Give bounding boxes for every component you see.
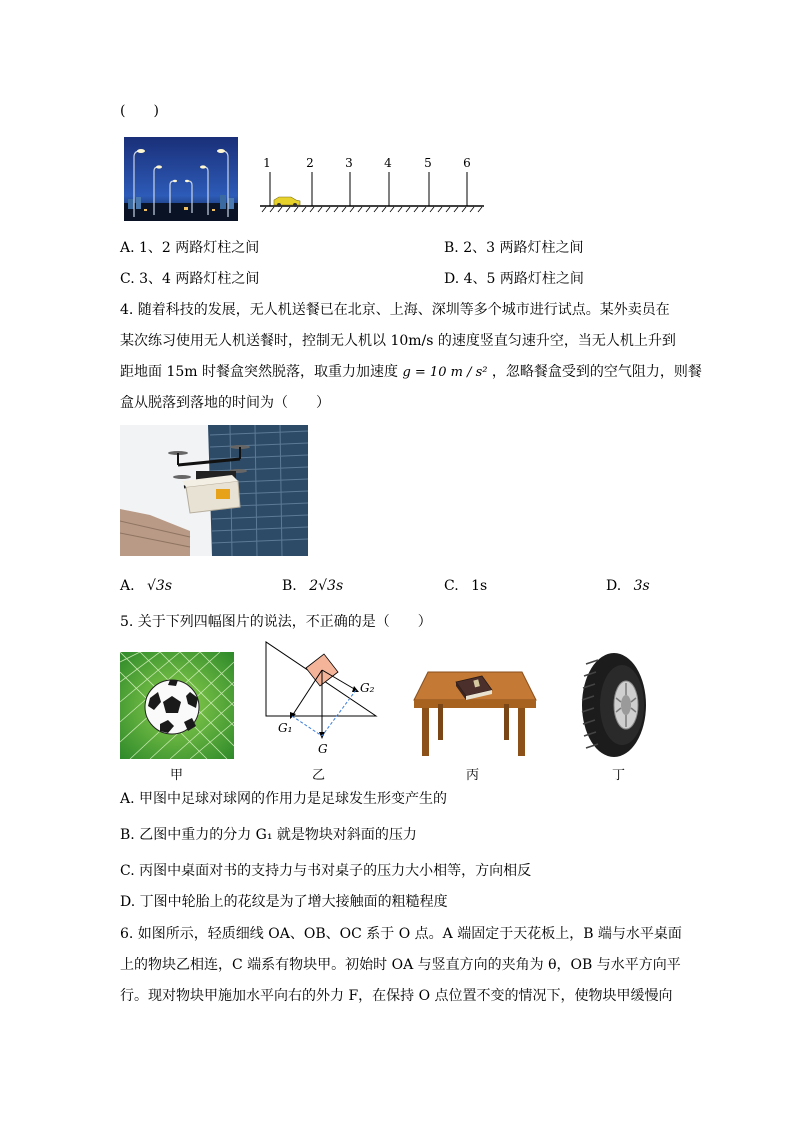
caption-bing: 丙 — [466, 768, 480, 783]
street-lamp-photo — [124, 137, 238, 221]
q5-option-d: D. 丁图中轮胎上的花纹是为了增大接触面的粗糙程度 — [120, 894, 448, 910]
q4-option-c-value: 1s — [471, 578, 488, 594]
q3-option-d: D. 4、5 两路灯柱之间 — [444, 271, 584, 287]
pole-number-6: 6 — [463, 156, 471, 170]
pole-number-1: 1 — [263, 156, 271, 170]
q6-line-2: 上的物块乙相连，C 端系有物块甲。初始时 OA 与竖直方向的夹角为 θ，OB 与水平方向平 — [120, 957, 681, 973]
pole-number-4: 4 — [384, 156, 392, 170]
q3-option-a: A. 1、2 两路灯柱之间 — [120, 240, 260, 256]
q4-option-a: A. √3s — [120, 578, 173, 594]
q4-line-2: 某次练习使用无人机送餐时，控制无人机以 10m/s 的速度竖直匀速升空，当无人机上升到 — [120, 333, 676, 349]
caption-yi: 乙 — [312, 768, 326, 783]
q4-g-formula: g = 10 m / s² — [402, 365, 488, 380]
pole-number-2: 2 — [306, 156, 314, 170]
tyre-photo — [578, 652, 648, 758]
pole-number-3: 3 — [345, 156, 353, 170]
q4-option-d-value: 3s — [633, 578, 650, 594]
q5-option-b: B. 乙图中重力的分力 G₁ 就是物块对斜面的压力 — [120, 827, 417, 843]
q4-option-c: C. 1s — [444, 578, 488, 594]
q4-line-3-c: ，忽略餐盒受到的空气阻力，则餐 — [491, 364, 702, 380]
pole-diagram — [258, 154, 486, 214]
q6-line-1: 6. 如图所示，轻质细线 OA、OB、OC 系于 O 点。A 端固定于天花板上，B 端与水平桌面 — [120, 926, 682, 942]
label-g2: G₂ — [360, 681, 375, 695]
soccer-ball-photo — [120, 652, 234, 759]
q3-answer-paren: ( ) — [120, 103, 159, 119]
caption-jia: 甲 — [170, 768, 184, 783]
pole-number-5: 5 — [424, 156, 432, 170]
q4-line-1: 4. 随着科技的发展，无人机送餐已在北京、上海、深圳等多个城市进行试点。某外卖员在 — [120, 302, 670, 318]
q5-option-a: A. 甲图中足球对球网的作用力是足球发生形变产生的 — [120, 791, 448, 807]
label-g1: G₁ — [278, 721, 293, 735]
q4-option-d: D. 3s — [606, 578, 650, 594]
q5-option-c: C. 丙图中桌面对书的支持力与书对桌子的压力大小相等，方向相反 — [120, 863, 532, 879]
q4-option-a-value: √3s — [147, 578, 173, 594]
caption-ding: 丁 — [612, 768, 626, 783]
q4-line-4: 盒从脱落到落地的时间为（ ） — [120, 395, 330, 411]
incline-force-diagram — [258, 640, 380, 760]
table-book-photo — [410, 664, 540, 758]
q3-option-b: B. 2、3 两路灯柱之间 — [444, 240, 584, 256]
q4-option-b: B. 2√3s — [282, 578, 344, 594]
q4-option-b-value: 2√3s — [309, 578, 344, 594]
drone-photo — [120, 425, 308, 556]
q5-stem: 5. 关于下列四幅图片的说法，不正确的是（ ） — [120, 614, 432, 630]
q6-line-3: 行。现对物块甲施加水平向右的外力 F，在保持 O 点位置不变的情况下，使物块甲缓慢向 — [120, 988, 673, 1004]
q3-option-c: C. 3、4 两路灯柱之间 — [120, 271, 260, 287]
q4-line-3 — [120, 362, 702, 383]
label-g: G — [318, 742, 328, 756]
q4-line-3-a: 距地面 15m 时餐盒突然脱落，取重力加速度 — [120, 364, 398, 380]
soccer-ball-icon — [145, 680, 199, 734]
